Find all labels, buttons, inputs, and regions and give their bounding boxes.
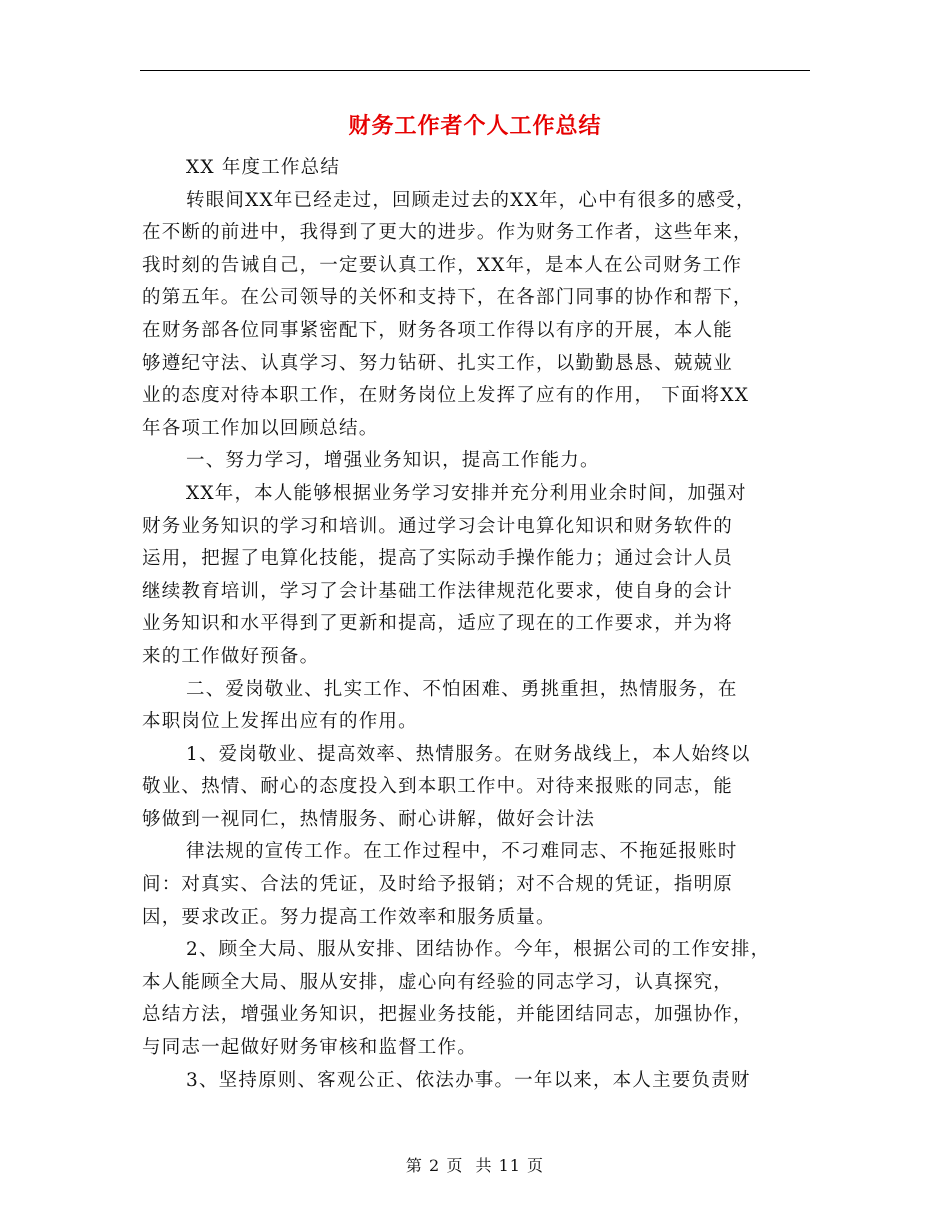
body-text-line: 够做到一视同仁，热情服务、耐心讲解，做好会计法 [142, 808, 596, 830]
body-text-line: 的第五年。在公司领导的关怀和支持下，在各部门同事的协作和帮下， [142, 287, 753, 309]
body-text-line: 在财务部各位同事紧密配下，财务各项工作得以有序的开展，本人能 [142, 319, 734, 341]
body-text-line: 本人能顾全大局、服从安排，虚心向有经验的同志学习，认真探究， [142, 971, 734, 993]
footer-page-number: 2 [429, 1156, 441, 1175]
body-text-line: 我时刻的告诫自己，一定要认真工作，XX年，是本人在公司财务工作 [142, 254, 743, 276]
footer-middle: 页 共 [446, 1156, 493, 1175]
body-text-line: XX 年度工作总结 [186, 157, 341, 178]
body-text-line: 二、爱岗敬业、扎实工作、不怕困难、勇挑重担，热情服务，在 [186, 678, 738, 700]
body-text-line: 与同志一起做好财务审核和监督工作。 [142, 1037, 477, 1059]
document-title: 财务工作者个人工作总结 [348, 113, 602, 139]
body-text-line: 本职岗位上发挥出应有的作用。 [142, 711, 418, 733]
body-text-line: 来的工作做好预备。 [142, 645, 320, 667]
body-text-line: 间：对真实、合法的凭证，及时给予报销；对不合规的凭证，指明原 [142, 874, 734, 896]
body-text-line: 财务业务知识的学习和培训。通过学习会计电算化知识和财务软件的 [142, 515, 734, 537]
body-text-line: 继续教育培训，学习了会计基础工作法律规范化要求，使自身的会计 [142, 580, 734, 602]
body-text-line: 律法规的宣传工作。在工作过程中，不刁难同志、不拖延报账时 [186, 841, 738, 863]
body-text-line: 业务知识和水平得到了更新和提高，适应了现在的工作要求，并为将 [142, 613, 734, 635]
footer-total-pages: 11 [498, 1156, 521, 1175]
body-text-line: 敬业、热情、耐心的态度投入到本职工作中。对待来报账的同志，能 [142, 776, 734, 798]
page-footer [0, 1153, 950, 1176]
body-text-line: XX年，本人能够根据业务学习安排并充分利用业余时间，加强对 [186, 482, 747, 504]
body-text-line: 总结方法，增强业务知识，把握业务技能，并能团结同志，加强协作， [142, 1004, 753, 1026]
body-text-line: 一、努力学习，增强业务知识，提高工作能力。 [186, 450, 600, 472]
body-text-line: 运用，把握了电算化技能，提高了实际动手操作能力；通过会计人员 [142, 548, 734, 570]
body-text-line: 在不断的前进中，我得到了更大的进步。作为财务工作者，这些年来， [142, 222, 753, 244]
header-rule [140, 70, 810, 71]
body-text-line: 3、坚持原则、客观公正、依法办事。一年以来，本人主要负责财 [186, 1069, 751, 1091]
body-text-line: 业的态度对待本职工作，在财务岗位上发挥了应有的作用， 下面将XX [142, 385, 750, 407]
body-text-line: 够遵纪守法、认真学习、努力钻研、扎实工作，以勤勤恳恳、兢兢业 [142, 352, 734, 374]
body-text-line: 年各项工作加以回顾总结。 [142, 417, 379, 439]
footer-suffix: 页 [527, 1156, 545, 1175]
body-text-line: 1、爱岗敬业、提高效率、热情服务。在财务战线上，本人始终以 [186, 743, 751, 765]
body-text-line: 2、顾全大局、服从安排、团结协作。今年，根据公司的工作安排， [186, 939, 771, 961]
body-text-line: 转眼间XX年已经走过，回顾走过去的XX年，心中有很多的感受， [186, 189, 756, 211]
document-body [142, 152, 814, 1097]
body-text-line: 因，要求改正。努力提高工作效率和服务质量。 [142, 906, 556, 928]
footer-prefix: 第 [405, 1156, 423, 1175]
